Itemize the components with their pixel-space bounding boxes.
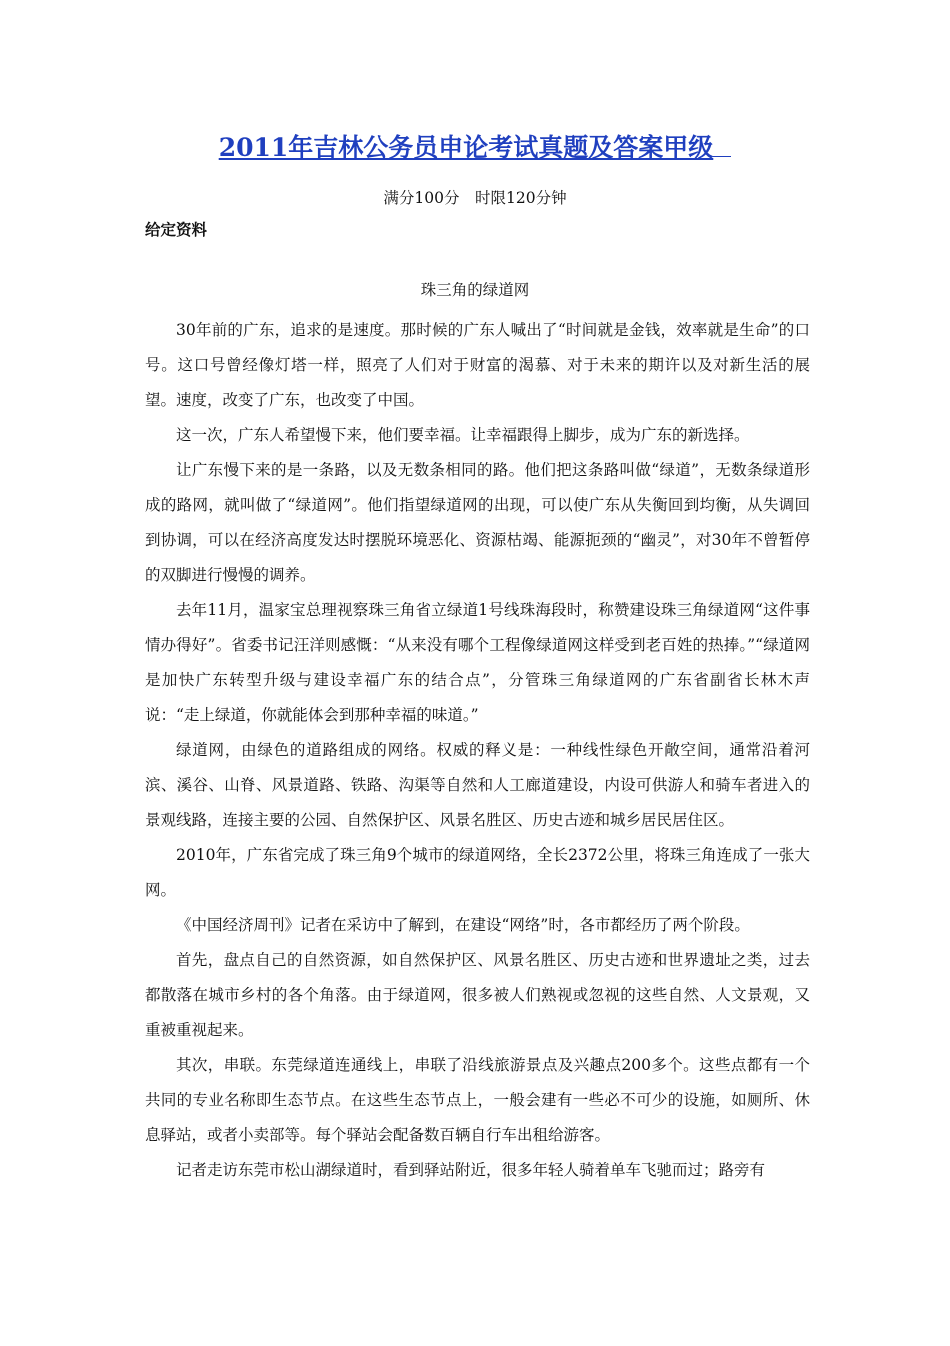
document-title-link[interactable]: 2011年吉林公务员申论考试真题及答案甲级 xyxy=(218,133,714,162)
article-body xyxy=(145,313,810,1188)
paragraph: 记者走访东莞市松山湖绿道时，看到驿站附近，很多年轻人骑着单车飞驰而过；路旁有 xyxy=(176,1161,766,1179)
paragraph: 首先，盘点自己的自然资源，如自然保护区、风景名胜区、历史古迹和世界遗址之类，过去都散落在城市乡村的各个角落。由于绿道网，很多被人们熟视或忽视的这些自然、人文景观，又重被重视起来。 xyxy=(145,951,810,1039)
paragraph: 其次，串联。东莞绿道连通线上，串联了沿线旅游景点及兴趣点200多个。这些点都有一个共同的专业名称即生态节点。在这些生态节点上，一般会建有一些必不可少的设施，如厕所、休息驿站，或者小卖部等。每个驿站会配备数百辆自行车出租给游客。 xyxy=(145,1056,810,1144)
paragraph: 去年11月，温家宝总理视察珠三角省立绿道1号线珠海段时，称赞建设珠三角绿道网“这件事情办得好”。省委书记汪洋则感慨：“从来没有哪个工程像绿道网这样受到老百姓的热捧。”“绿道网是加快广东转型升级与建设幸福广东的结合点”，分管珠三角绿道网的广东省副省长林木声说：“走上绿道，你就能体会到那种幸福的味道。” xyxy=(145,601,810,724)
paragraph: 2010年，广东省完成了珠三角9个城市的绿道网络，全长2372公里，将珠三角连成了一张大网。 xyxy=(145,846,810,899)
article-subtitle: 珠三角的绿道网 xyxy=(420,281,530,299)
paragraph: 让广东慢下来的是一条路，以及无数条相同的路。他们把这条路叫做“绿道”，无数条绿道形成的路网，就叫做了“绿道网”。他们指望绿道网的出现，可以使广东从失衡回到均衡，从失调回到协调，可以在经济高度发达时摆脱环境恶化、资源枯竭、能源扼颈的“幽灵”，对30年不曾暂停的双脚进行慢慢的调养。 xyxy=(145,461,810,584)
document-title xyxy=(0,130,950,166)
exam-meta: 满分100分 时限120分钟 xyxy=(383,189,567,207)
paragraph: 绿道网，由绿色的道路组成的网络。权威的释义是：一种线性绿色开敞空间，通常沿着河滨、溪谷、山脊、风景道路、铁路、沟渠等自然和人工廊道建设，内设可供游人和骑车者进入的景观线路，连接主要的公园、自然保护区、风景名胜区、历史古迹和城乡居民居住区。 xyxy=(145,741,810,829)
section-heading: 给定资料 xyxy=(145,220,208,239)
paragraph: 《中国经济周刊》记者在采访中了解到，在建设“网络”时，各市都经历了两个阶段。 xyxy=(176,916,750,934)
paragraph: 这一次，广东人希望慢下来，他们要幸福。让幸福跟得上脚步，成为广东的新选择。 xyxy=(176,426,750,444)
title-underline-pad xyxy=(713,130,731,157)
paragraph: 30年前的广东，追求的是速度。那时候的广东人喊出了“时间就是金钱，效率就是生命”的口号。这口号曾经像灯塔一样，照亮了人们对于财富的渴慕、对于未来的期许以及对新生活的展望。速度，改变了广东，也改变了中国。 xyxy=(145,321,810,409)
